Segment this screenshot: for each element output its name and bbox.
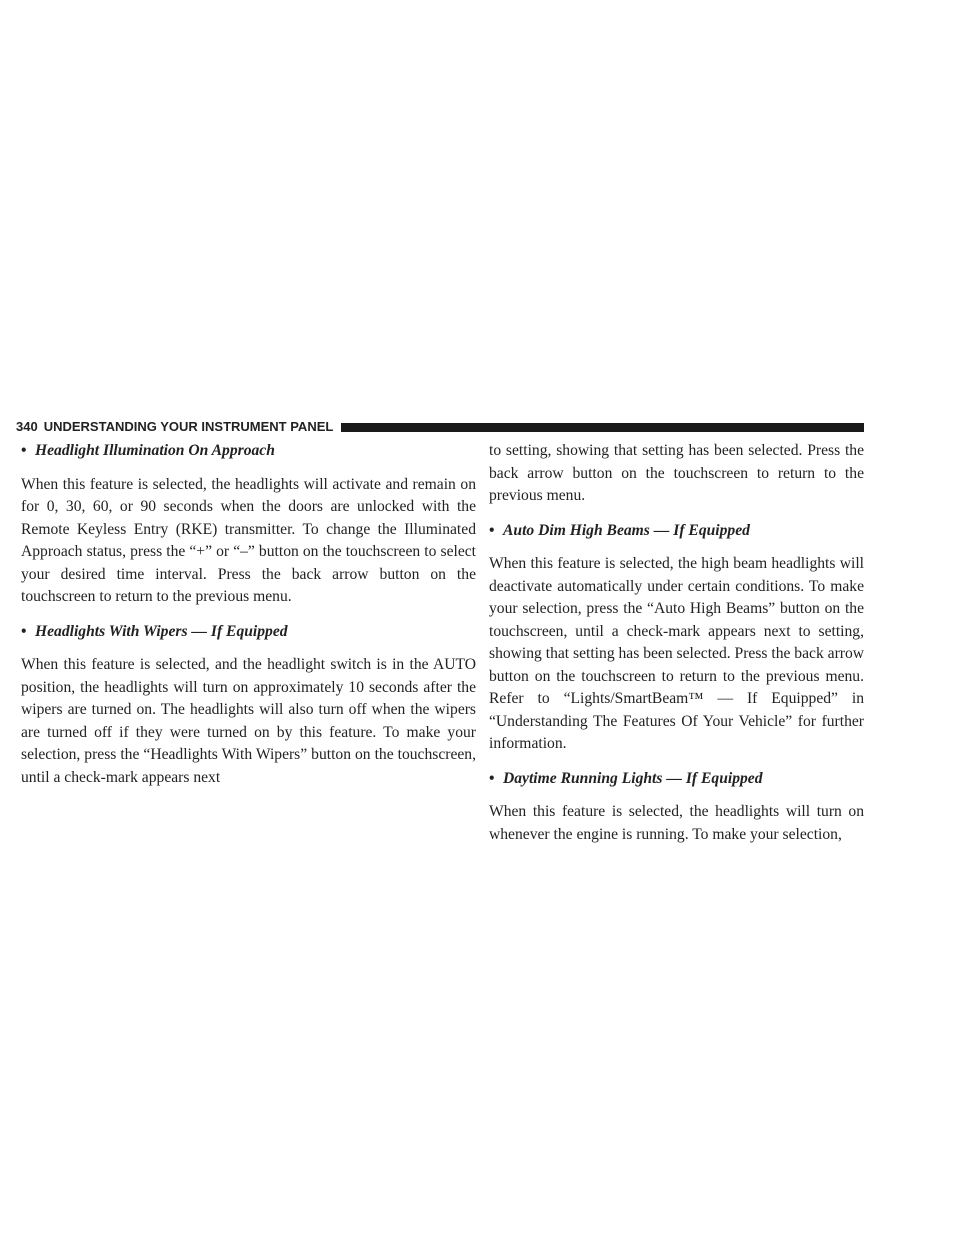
left-column bbox=[21, 440, 476, 801]
header-rule bbox=[341, 423, 864, 432]
heading-daytime-running-lights bbox=[489, 768, 864, 791]
page-header bbox=[16, 418, 864, 436]
heading-headlight-illumination bbox=[21, 440, 476, 463]
bullet: • bbox=[489, 769, 495, 787]
paragraph-daytime-running-lights: When this feature is selected, the headlights will turn on whenever the engine is running. To make your selection, bbox=[489, 803, 864, 843]
bullet: • bbox=[489, 521, 495, 539]
heading-text: Headlight Illumination On Approach bbox=[35, 442, 275, 459]
heading-headlights-with-wipers bbox=[21, 621, 476, 644]
bullet: • bbox=[21, 622, 27, 640]
heading-text: Auto Dim High Beams — If Equipped bbox=[503, 521, 750, 539]
bullet: • bbox=[21, 442, 27, 459]
page-number: 340 bbox=[16, 419, 38, 434]
paragraph-headlights-with-wipers: When this feature is selected, and the headlight switch is in the AUTO position, the headlights will turn on approximately 10 seconds after the wipers are turned on. The headlights will also turn off when the wipers are turned off if they were turned on by this feature. To make your selection, press the “Headlights With Wipers” button on the touchscreen, until a check-mark appears next bbox=[21, 656, 476, 786]
paragraph-headlight-illumination: When this feature is selected, the headlights will activate and remain on for 0, 30, 60, or 90 seconds when the doors are unlocked with the Remote Keyless Entry (RKE) transmitter. To change the Illuminated Approach status, press the “+” or “–” button on the touchscreen to select your desired time interval. Press the back arrow button on the touchscreen to return to the previous menu. bbox=[21, 475, 476, 605]
section-title: UNDERSTANDING YOUR INSTRUMENT PANEL bbox=[43, 419, 334, 434]
heading-text: Headlights With Wipers — If Equipped bbox=[35, 622, 288, 640]
right-column bbox=[489, 440, 864, 858]
paragraph-continued: to setting, showing that setting has been selected. Press the back arrow button on the touchscreen to return to the previous menu. bbox=[489, 442, 864, 504]
heading-text: Daytime Running Lights — If Equipped bbox=[503, 769, 763, 787]
paragraph-auto-dim-high-beams: When this feature is selected, the high beam headlights will deactivate automatically under certain conditions. To make your selection, press the “Auto High Beams” button on the touchscreen, until a check-mark appears next to setting, showing that setting has been selected. Press the back arrow button on the touchscreen to return to the previous menu. Refer to “Lights/SmartBeam™ — If Equipped” in “Understanding The Features Of Your Vehicle” for further information. bbox=[489, 555, 865, 752]
heading-auto-dim-high-beams bbox=[489, 520, 864, 543]
